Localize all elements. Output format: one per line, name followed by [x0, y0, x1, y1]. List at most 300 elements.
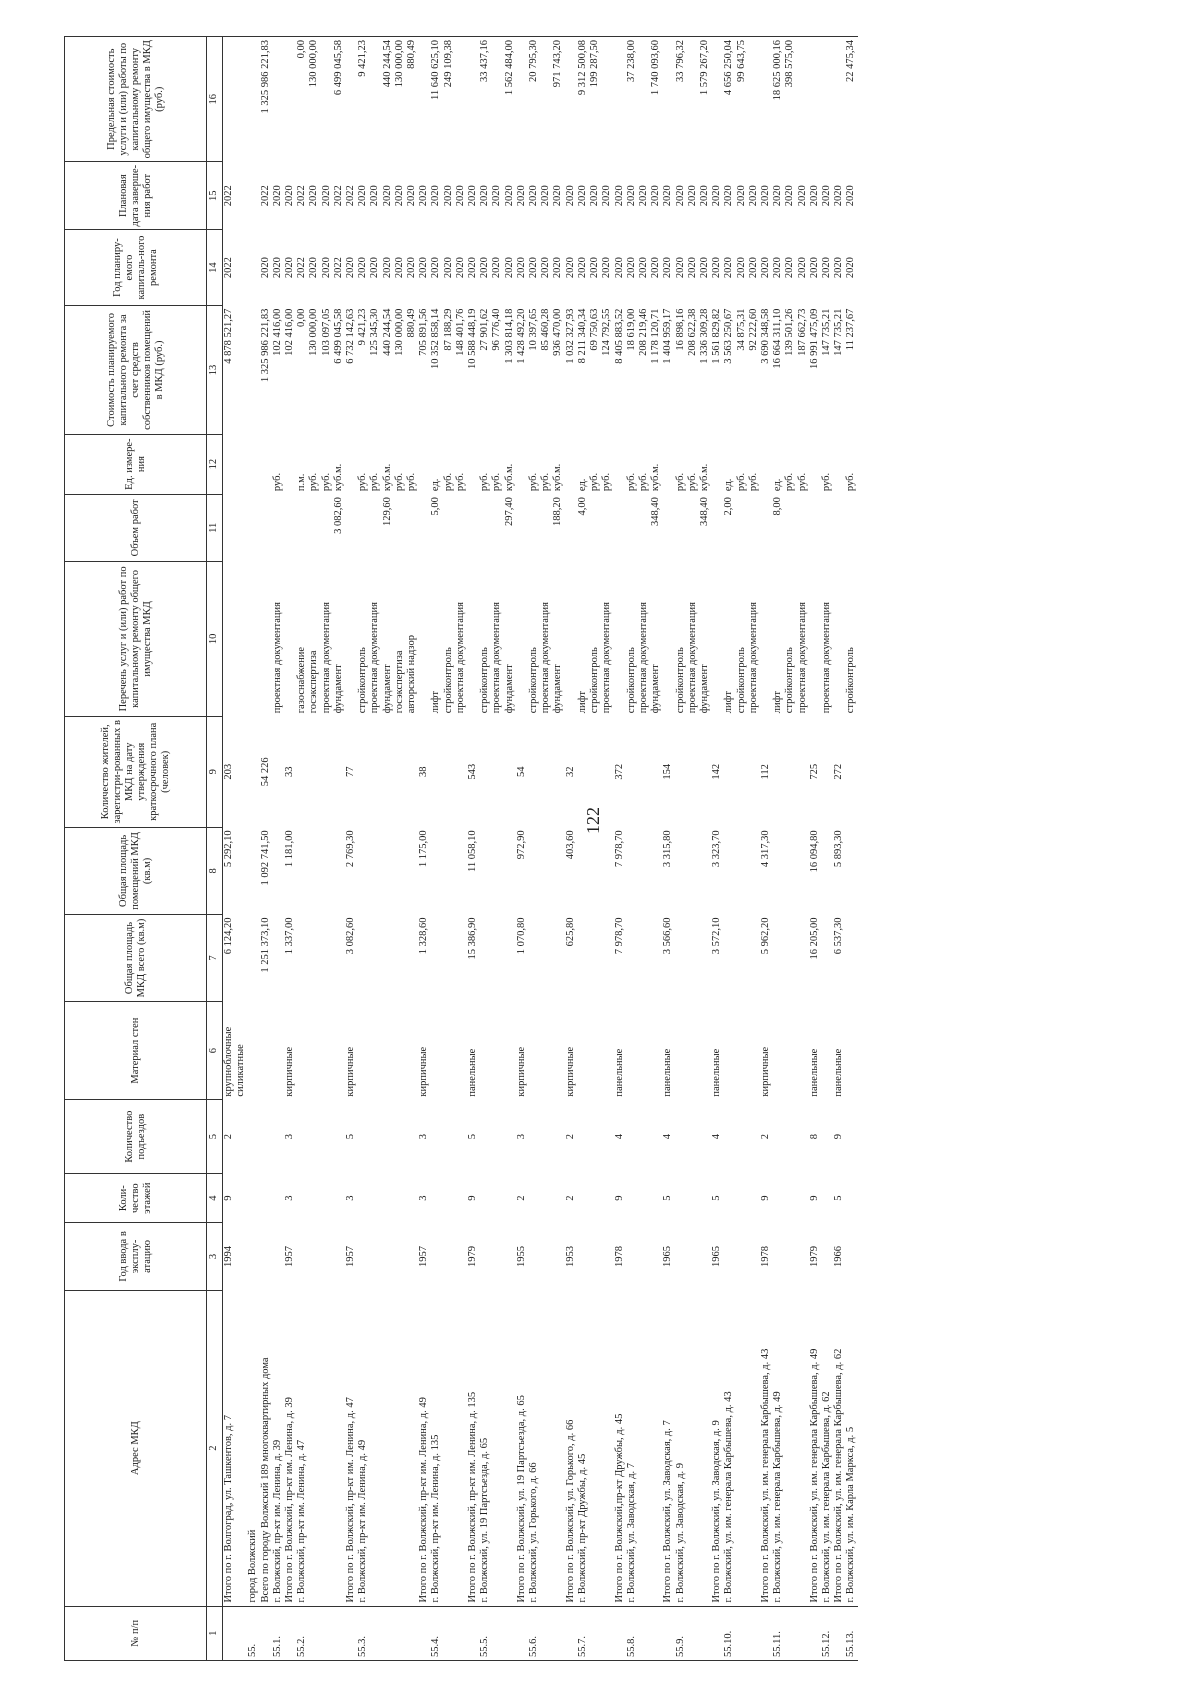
table-cell: руб.: [393, 472, 405, 492]
table-cell: Итого по г. Волгоград, ул. Ташкентов, д. 7: [223, 1414, 234, 1603]
table-cell: 2020: [845, 185, 857, 207]
table-cell: [821, 1002, 833, 1100]
table-cell: [430, 827, 442, 914]
table-cell: [321, 716, 333, 827]
table-cell: куб.м.: [332, 463, 344, 492]
table-cell: 2020: [430, 257, 442, 279]
table-cell: [235, 494, 247, 562]
table-cell: 2: [759, 1134, 771, 1140]
table-cell: [357, 1100, 369, 1174]
table-cell: 2020: [320, 185, 332, 207]
table-cell: [504, 1100, 516, 1174]
table-cell: 2020: [833, 185, 845, 207]
table-cell: [577, 1100, 589, 1174]
table-row: [748, 37, 760, 1661]
table-cell: 2020: [284, 185, 296, 207]
table-cell: [491, 1223, 503, 1291]
table-cell: [784, 1290, 796, 1606]
table-cell: куб.м.: [381, 463, 393, 492]
table-cell: 1 070,80: [515, 917, 527, 955]
table-cell: [333, 1606, 345, 1660]
table-cell: [260, 494, 272, 562]
column-number-16: 16: [207, 37, 223, 162]
table-cell: [589, 1606, 601, 1660]
table-cell: [675, 914, 687, 1001]
table-cell: [406, 716, 418, 827]
table-cell: 2020: [650, 185, 662, 207]
table-cell: [675, 1002, 687, 1100]
table-cell: [430, 1223, 442, 1291]
table-cell: г. Волжский, ул. Горького, д. 66: [528, 1462, 540, 1603]
table-cell: [821, 716, 833, 827]
table-cell: [247, 162, 259, 230]
table-cell: 5 962,20: [759, 917, 771, 955]
table-cell: 1 579 267,20: [699, 37, 711, 162]
table-cell: 1957: [418, 1245, 430, 1267]
table-cell: [284, 562, 296, 717]
table-cell: [540, 37, 552, 162]
table-cell: стройконтроль: [528, 647, 540, 714]
table-cell: 77: [345, 766, 357, 778]
table-cell: [504, 914, 516, 1001]
table-cell: панельные: [711, 1048, 723, 1097]
table-cell: 11 237,67: [845, 308, 857, 351]
table-cell: [260, 434, 272, 494]
table-cell: [516, 494, 528, 562]
table-cell: [797, 1174, 809, 1223]
table-row: [321, 37, 333, 1661]
table-cell: руб.: [406, 472, 418, 492]
table-cell: 971 743,20: [552, 37, 564, 162]
column-header-15: Плановая дата заверше-ния работ: [65, 162, 207, 230]
table-cell: [467, 494, 479, 562]
table-row: [430, 37, 442, 1661]
table-cell: [296, 1100, 308, 1174]
table-cell: 129,60: [381, 497, 393, 526]
table-cell: [650, 1174, 662, 1223]
table-cell: [589, 1290, 601, 1606]
table-cell: 1957: [284, 1245, 296, 1267]
table-cell: [845, 914, 857, 1001]
table-cell: руб.: [589, 472, 601, 492]
table-cell: 2020: [357, 185, 369, 207]
table-cell: руб.: [784, 472, 796, 492]
table-cell: [626, 827, 638, 914]
table-cell: ед.: [430, 478, 442, 492]
table-cell: [272, 914, 284, 1001]
table-row: [516, 37, 528, 1661]
table-cell: проектная документация: [637, 602, 649, 714]
table-cell: [333, 1223, 345, 1291]
table-cell: руб.: [357, 472, 369, 492]
table-cell: 8 211 340,34: [576, 308, 588, 364]
table-cell: [382, 1174, 394, 1223]
table-cell: [247, 1174, 259, 1223]
table-cell: [565, 562, 577, 717]
table-cell: [247, 827, 259, 914]
table-cell: 2020: [601, 185, 613, 207]
table-cell: [491, 37, 503, 162]
table-cell: 1966: [833, 1245, 845, 1267]
table-cell: 2020: [772, 185, 784, 207]
table-row: [357, 37, 369, 1661]
table-cell: панельные: [808, 1048, 820, 1097]
table-cell: Итого по г. Волжский,пр-кт Дружбы, д. 45: [613, 1413, 625, 1603]
table-cell: 6 732 142,63: [345, 308, 357, 364]
table-cell: 1 178 120,71: [650, 308, 662, 364]
table-cell: 2020: [735, 185, 747, 207]
table-cell: 2020: [308, 185, 320, 207]
table-cell: [736, 1174, 748, 1223]
table-cell: [797, 1100, 809, 1174]
table-cell: 2020: [625, 257, 637, 279]
table-row: [418, 37, 430, 1661]
table-cell: [357, 914, 369, 1001]
table-cell: [479, 914, 491, 1001]
table-row: [675, 37, 687, 1661]
table-cell: [723, 914, 735, 1001]
table-cell: [797, 1002, 809, 1100]
column-header-13: Стоимость планируемого капитального ремонта за счет средств собственников помещений в МКД (руб.): [65, 306, 207, 435]
table-cell: [321, 914, 333, 1001]
table-cell: [235, 162, 247, 230]
table-cell: [650, 1606, 662, 1660]
table-cell: [443, 1100, 455, 1174]
table-cell: 2022: [296, 257, 308, 279]
table-cell: [809, 562, 821, 717]
table-cell: 2: [564, 1134, 576, 1140]
table-cell: 2020: [540, 185, 552, 207]
table-cell: 5 893,30: [833, 830, 845, 868]
table-cell: [797, 716, 809, 827]
table-cell: [650, 1223, 662, 1291]
table-cell: 2020: [515, 185, 527, 207]
table-cell: [418, 1606, 430, 1660]
table-cell: [528, 716, 540, 827]
table-cell: 2020: [442, 257, 454, 279]
table-cell: [333, 827, 345, 914]
table-cell: [748, 1290, 760, 1606]
table-cell: [235, 1100, 247, 1174]
table-cell: 2020: [784, 185, 796, 207]
table-cell: 4 878 521,27: [223, 308, 234, 364]
table-cell: 69 750,63: [589, 308, 601, 351]
table-cell: 9: [759, 1195, 771, 1201]
column-number-8: 8: [207, 827, 223, 914]
table-cell: 16 094,80: [808, 830, 820, 873]
table-cell: [552, 1223, 564, 1291]
table-cell: кирпичные: [418, 1046, 430, 1097]
table-cell: [455, 827, 467, 914]
table-cell: 2020: [601, 257, 613, 279]
table-cell: [247, 1002, 259, 1100]
table-cell: [223, 434, 236, 494]
table-cell: [748, 716, 760, 827]
table-cell: [491, 1290, 503, 1606]
table-cell: [333, 1290, 345, 1606]
table-cell: 55.2.: [296, 1606, 308, 1660]
table-cell: [333, 1002, 345, 1100]
table-cell: [638, 1606, 650, 1660]
table-cell: [296, 1174, 308, 1223]
table-cell: [552, 1174, 564, 1223]
table-cell: [247, 306, 259, 435]
table-cell: [601, 494, 613, 562]
table-cell: 2020: [808, 185, 820, 207]
table-cell: 725: [808, 763, 820, 780]
table-cell: [675, 716, 687, 827]
table-cell: 2020: [637, 257, 649, 279]
table-cell: 1 251 373,10: [259, 917, 271, 973]
table-cell: 112: [759, 764, 771, 780]
table-cell: [394, 914, 406, 1001]
table-row: [406, 37, 418, 1661]
column-number-13: 13: [207, 306, 223, 435]
table-cell: [308, 1174, 320, 1223]
table-cell: [247, 229, 259, 305]
table-cell: [797, 827, 809, 914]
table-cell: [394, 827, 406, 914]
table-cell: 2020: [284, 257, 296, 279]
table-cell: руб.: [369, 472, 381, 492]
table-cell: 543: [467, 763, 479, 780]
table-cell: [638, 1100, 650, 1174]
table-cell: проектная документация: [320, 602, 332, 714]
table-cell: [760, 562, 772, 717]
table-cell: 3: [418, 1134, 430, 1140]
table-cell: 16 898,16: [674, 308, 686, 351]
table-row: [577, 37, 589, 1661]
table-cell: 154: [662, 763, 674, 780]
table-cell: 2020: [308, 257, 320, 279]
table-cell: [614, 494, 626, 562]
table-cell: [748, 1223, 760, 1291]
table-row: [540, 37, 552, 1661]
table-cell: [626, 716, 638, 827]
table-row: [723, 37, 735, 1661]
table-cell: [406, 1223, 418, 1291]
table-cell: проектная документация: [686, 602, 698, 714]
table-cell: [235, 306, 247, 435]
table-cell: 148 401,76: [454, 308, 466, 356]
table-cell: [223, 1606, 236, 1660]
table-cell: 348,40: [650, 497, 662, 526]
table-row: [382, 37, 394, 1661]
table-cell: 9: [833, 1134, 845, 1140]
table-cell: 2020: [552, 185, 564, 207]
table-cell: [321, 1100, 333, 1174]
table-row: [565, 37, 577, 1661]
table-cell: куб.м.: [503, 463, 515, 492]
table-cell: 2022: [223, 257, 234, 279]
column-header-11: Объем работ: [65, 494, 207, 562]
table-cell: [455, 1223, 467, 1291]
table-cell: 96 776,40: [491, 308, 503, 351]
table-cell: [784, 1174, 796, 1223]
table-cell: 2020: [711, 185, 723, 207]
table-cell: [235, 1606, 247, 1660]
table-cell: [626, 1002, 638, 1100]
table-cell: 55.3.: [357, 1606, 369, 1660]
table-cell: [467, 434, 479, 494]
table-row: [552, 37, 564, 1661]
table-cell: 2022: [332, 185, 344, 207]
table-cell: 0,00: [296, 308, 308, 328]
table-cell: [308, 914, 320, 1001]
table-cell: 2020: [735, 257, 747, 279]
table-row: [711, 37, 723, 1661]
table-cell: 20 795,30: [528, 37, 540, 162]
table-cell: [601, 1606, 613, 1660]
table-cell: 4: [711, 1134, 723, 1140]
table-cell: [247, 716, 259, 827]
table-cell: 1957: [345, 1245, 357, 1267]
table-cell: [443, 1174, 455, 1223]
table-cell: [845, 1174, 857, 1223]
table-cell: 2: [564, 1195, 576, 1201]
table-cell: 3: [284, 1134, 296, 1140]
table-cell: [638, 37, 650, 162]
table-row: [699, 37, 711, 1661]
table-cell: [321, 1290, 333, 1606]
table-row: [809, 37, 821, 1661]
table-cell: 2020: [381, 257, 393, 279]
table-cell: 33: [284, 766, 296, 778]
table-cell: стройконтроль: [784, 647, 796, 714]
table-cell: руб.: [735, 472, 747, 492]
table-cell: 208 219,46: [637, 308, 649, 356]
table-cell: г. Волжский, ул. Заводская, д. 9: [674, 1462, 686, 1603]
table-cell: [369, 494, 381, 562]
column-header-10: Перечень услуг и (или) работ по капитальному ремонту общего имущества МКД: [65, 562, 207, 717]
table-cell: 6 499 045,58: [333, 37, 345, 162]
table-row: [504, 37, 516, 1661]
table-cell: [638, 494, 650, 562]
table-cell: 2020: [711, 257, 723, 279]
table-cell: [638, 1174, 650, 1223]
table-cell: [260, 1100, 272, 1174]
table-cell: 2020: [686, 185, 698, 207]
table-cell: лифт: [772, 690, 784, 714]
table-cell: [552, 1100, 564, 1174]
table-cell: [772, 827, 784, 914]
table-cell: [821, 1100, 833, 1174]
table-cell: 2020: [759, 185, 771, 207]
table-cell: 38: [418, 766, 430, 778]
table-cell: [650, 827, 662, 914]
table-cell: [784, 914, 796, 1001]
table-cell: [699, 827, 711, 914]
table-cell: [711, 37, 723, 162]
table-cell: [394, 1002, 406, 1100]
table-cell: 5: [833, 1195, 845, 1201]
table-cell: [601, 914, 613, 1001]
table-cell: 2020: [369, 257, 381, 279]
column-number-2: 2: [207, 1290, 223, 1606]
table-cell: г. Волжский, ул. им. Карла Маркса, д. 5: [845, 1426, 857, 1603]
table-cell: [784, 1100, 796, 1174]
table-cell: фундамент: [332, 664, 344, 714]
table-cell: [784, 1606, 796, 1660]
table-cell: 1978: [759, 1245, 771, 1267]
column-header-2: Адрес МКД: [65, 1290, 207, 1606]
table-cell: 2020: [393, 185, 405, 207]
table-cell: [235, 562, 247, 717]
table-cell: [601, 37, 613, 162]
table-cell: [736, 716, 748, 827]
table-cell: [577, 1174, 589, 1223]
table-cell: проектная документация: [369, 602, 381, 714]
table-cell: [345, 1606, 357, 1660]
table-cell: [235, 827, 247, 914]
table-cell: [504, 827, 516, 914]
table-cell: 55.4.: [430, 1606, 442, 1660]
table-cell: [418, 37, 430, 162]
table-cell: [614, 434, 626, 494]
table-cell: [479, 716, 491, 827]
table-cell: [369, 37, 381, 162]
table-cell: [223, 562, 236, 717]
table-cell: фундамент: [552, 664, 564, 714]
table-cell: [723, 1223, 735, 1291]
table-cell: [748, 494, 760, 562]
table-cell: [321, 37, 333, 162]
table-cell: [467, 1606, 479, 1660]
table-cell: [247, 562, 259, 717]
table-cell: 2020: [650, 257, 662, 279]
table-cell: [809, 434, 821, 494]
table-cell: [845, 827, 857, 914]
table-row: [345, 37, 357, 1661]
table-cell: 9: [808, 1195, 820, 1201]
table-cell: [565, 37, 577, 162]
table-cell: [296, 494, 308, 562]
table-cell: [369, 1290, 381, 1606]
table-cell: 2: [223, 1134, 234, 1140]
table-cell: [772, 716, 784, 827]
table-cell: [443, 716, 455, 827]
table-cell: [821, 494, 833, 562]
table-cell: 9: [613, 1195, 625, 1201]
table-cell: стройконтроль: [357, 647, 369, 714]
table-cell: лифт: [576, 690, 588, 714]
table-cell: [589, 716, 601, 827]
table-cell: [711, 1606, 723, 1660]
table-cell: [528, 1002, 540, 1100]
table-cell: [308, 1100, 320, 1174]
table-cell: [382, 1002, 394, 1100]
table-cell: [504, 1606, 516, 1660]
table-body: [223, 37, 858, 1661]
table-cell: [540, 716, 552, 827]
table-cell: [675, 1174, 687, 1223]
table-cell: 6 124,20: [223, 917, 234, 955]
table-cell: руб.: [796, 472, 808, 492]
table-cell: [333, 914, 345, 1001]
table-cell: [675, 1100, 687, 1174]
table-cell: 18 619,00: [625, 308, 637, 351]
table-cell: 147 735,21: [820, 308, 832, 356]
column-number-row: [207, 37, 223, 1661]
table-cell: [369, 716, 381, 827]
table-cell: [308, 494, 320, 562]
table-cell: [394, 1174, 406, 1223]
table-cell: [357, 1223, 369, 1291]
table-row: [491, 37, 503, 1661]
table-cell: [272, 1174, 284, 1223]
column-header-8: Общая площадь помещений МКД (кв.м): [65, 827, 207, 914]
table-cell: [272, 827, 284, 914]
